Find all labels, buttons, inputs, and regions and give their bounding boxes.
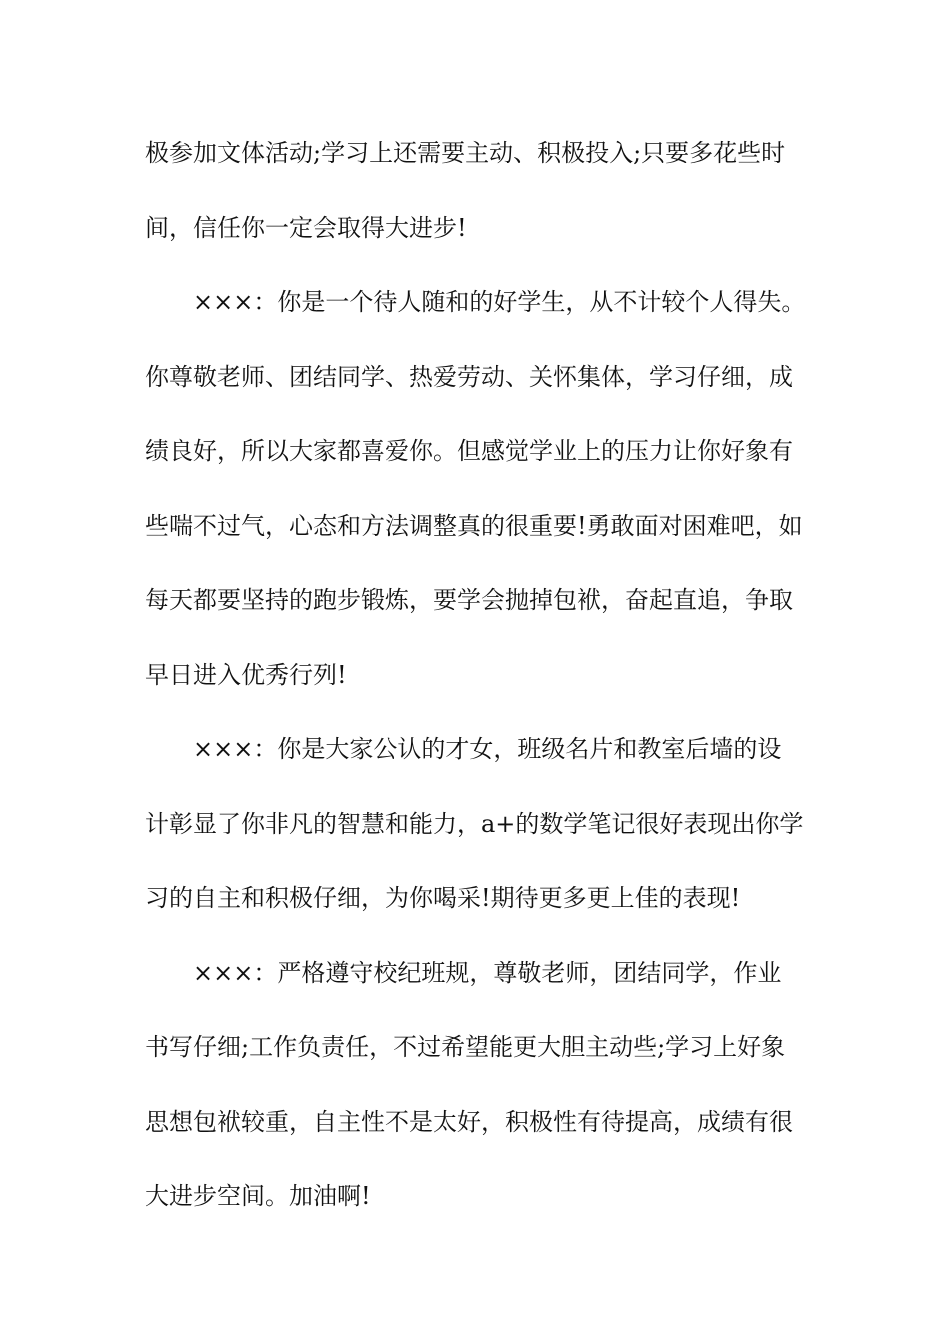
paragraph-1-line-1: 极参加文体活动;学习上还需要主动、积极投入;只要多花些时 [145,139,786,167]
paragraph-2-line-6: 早日进入优秀行列! [145,660,347,689]
paragraph-2-line-3: 绩良好，所以大家都喜爱你。但感觉学业上的压力让你好象有 [145,437,793,465]
paragraph-4-line-4: 大进步空间。加油啊! [145,1182,371,1210]
paragraph-3-line-3: 习的自主和积极仔细，为你喝采!期待更多更上佳的表现! [145,884,741,912]
paragraph-1-line-2: 间，信任你一定会取得大进步! [145,213,467,242]
paragraph-4-line-2: 书写仔细;工作负责任，不过希望能更大胆主动些;学习上好象 [145,1033,786,1061]
paragraph-2-line-5: 每天都要坚持的跑步锻炼，要学会抛掉包袱，奋起直追，争取 [145,586,793,614]
document-body [145,133,825,1251]
paragraph-2-line-4: 些喘不过气，心态和方法调整真的很重要!勇敢面对困难吧，如 [145,511,803,540]
paragraph-3-line-2: 计彰显了你非凡的智慧和能力，a+的数学笔记很好表现出你学 [145,809,804,838]
paragraph-3-line-1: ×××：你是大家公认的才女，班级名片和教室后墙的设 [193,735,782,763]
paragraph-2-line-1: ×××：你是一个待人随和的好学生，从不计较个人得失。 [193,288,806,316]
paragraph-4-line-3: 思想包袱较重，自主性不是太好，积极性有待提高，成绩有很 [145,1107,793,1136]
paragraph-2-line-2: 你尊敬老师、团结同学、热爱劳动、关怀集体，学习仔细，成 [145,362,793,391]
paragraph-4-line-1: ×××：严格遵守校纪班规，尊敬老师，团结同学，作业 [193,958,782,987]
